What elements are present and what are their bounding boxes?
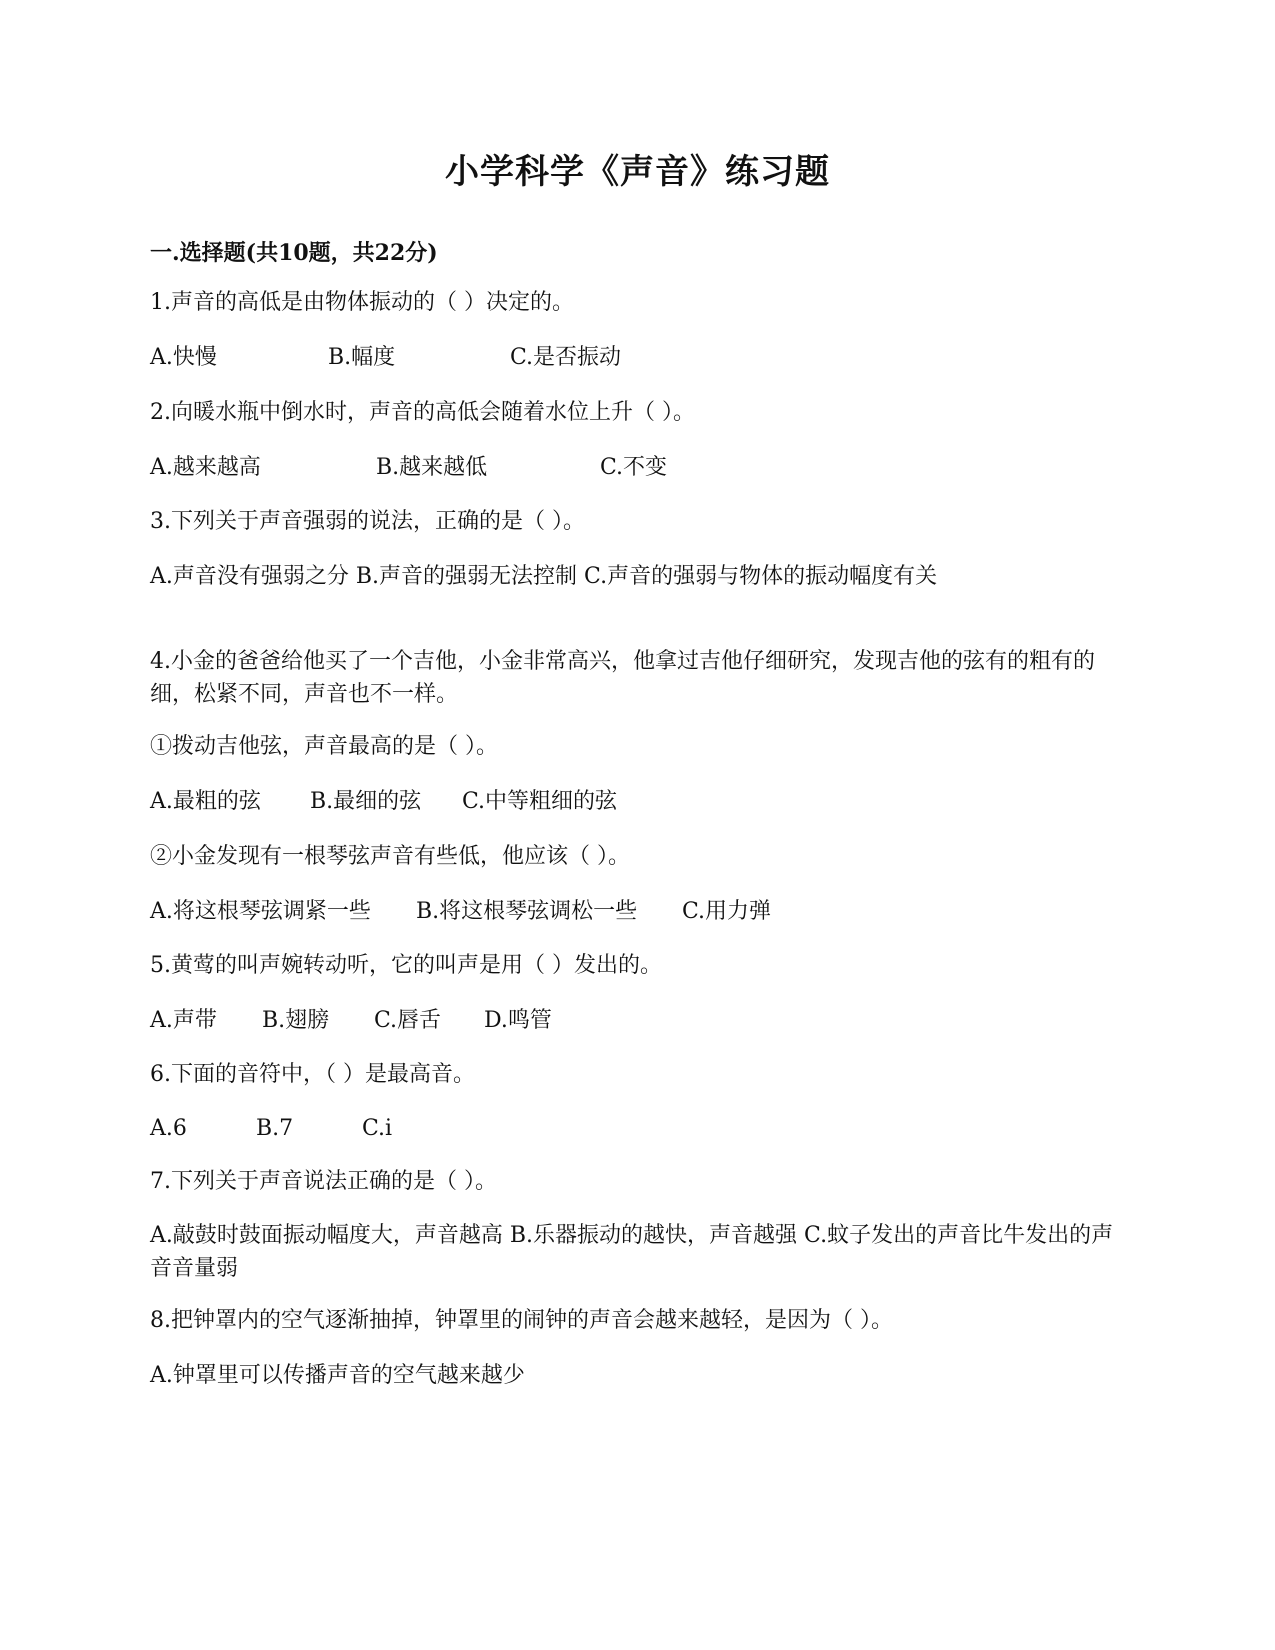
question-options-4-2 <box>150 895 1120 928</box>
question-options-1 <box>150 341 1120 374</box>
option-a: A.快慢 <box>150 345 217 370</box>
option-c: C.唇舌 <box>374 1008 442 1033</box>
question-options-6 <box>150 1112 1120 1145</box>
option-b: B.最细的弦 <box>310 789 422 814</box>
option-b: B.将这根琴弦调松一些 <box>416 899 638 924</box>
option-b: B.幅度 <box>328 345 396 370</box>
option-b: B.翅膀 <box>262 1008 330 1033</box>
option-c: C.中等粗细的弦 <box>462 789 618 814</box>
question-stem-8: 8.把钟罩内的空气逐渐抽掉，钟罩里的闹钟的声音会越来越轻，是因为（ ）。 <box>150 1308 893 1333</box>
option-c: C.是否振动 <box>510 345 622 370</box>
option-a: A.将这根琴弦调紧一些 <box>150 899 371 924</box>
option-a: A.越来越高 <box>150 455 261 480</box>
option-c: C.i <box>362 1116 393 1141</box>
question-options-3: A.声音没有强弱之分 B.声音的强弱无法控制 C.声音的强弱与物体的振动幅度有关 <box>150 564 938 589</box>
option-a: A.钟罩里可以传播声音的空气越来越少 <box>150 1363 525 1388</box>
question-options-7: A.敲鼓时鼓面振动幅度大，声音越高 B.乐器振动的越快，声音越强 C.蚊子发出的声音比牛发出的声音音量弱 <box>150 1223 1114 1281</box>
question-stem-3: 3.下列关于声音强弱的说法，正确的是（ ）。 <box>150 509 585 534</box>
question-stem-6: 6.下面的音符中，（ ）是最高音。 <box>150 1062 475 1087</box>
option-b: B.7 <box>256 1116 294 1141</box>
question-stem-4-1: ①拨动吉他弦，声音最高的是（ ）。 <box>150 734 498 759</box>
option-c: C.不变 <box>600 455 668 480</box>
question-options-5 <box>150 1004 1120 1037</box>
question-stem-1: 1.声音的高低是由物体振动的（ ）决定的。 <box>150 290 574 315</box>
question-options-8 <box>150 1359 1120 1392</box>
option-a: A.6 <box>150 1116 187 1141</box>
question-stem-4: 4.小金的爸爸给他买了一个吉他，小金非常高兴，他拿过吉他仔细研究，发现吉他的弦有的粗有的细，松紧不同，声音也不一样。 <box>150 649 1095 707</box>
option-c: C.用力弹 <box>682 899 772 924</box>
question-stem-5: 5.黄莺的叫声婉转动听，它的叫声是用（ ）发出的。 <box>150 953 662 978</box>
question-stem-7: 7.下列关于声音说法正确的是（ ）。 <box>150 1169 497 1194</box>
option-a: A.声带 <box>150 1008 217 1033</box>
question-options-4-1 <box>150 785 1120 818</box>
question-stem-2: 2.向暖水瓶中倒水时，声音的高低会随着水位上升（ ）。 <box>150 400 695 425</box>
question-stem-4-2: ②小金发现有一根琴弦声音有些低，他应该（ ）。 <box>150 844 630 869</box>
option-b: B.越来越低 <box>376 455 488 480</box>
question-options-2 <box>150 451 1120 484</box>
page-title: 小学科学《声音》练习题 <box>445 152 830 192</box>
option-d: D.鸣管 <box>484 1008 552 1033</box>
option-a: A.最粗的弦 <box>150 789 261 814</box>
section-heading: 一.选择题(共10题，共22分) <box>150 240 438 266</box>
